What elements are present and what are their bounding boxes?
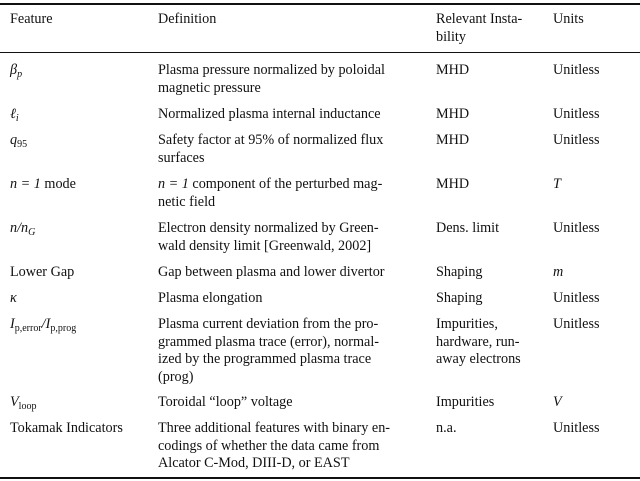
instability-n-ng: Dens. limit: [436, 220, 500, 236]
definition-q95: Safety factor at 95% of normalized flux surfaces: [158, 132, 384, 166]
units-vloop: V: [553, 394, 562, 410]
bottom-rule: [0, 477, 640, 479]
definition-l-i: Normalized plasma internal inductance: [158, 106, 381, 122]
definition-beta-p: Plasma pressure normalized by poloidal magnetic pressure: [158, 62, 385, 96]
feature-lower-gap: Lower Gap: [10, 264, 75, 280]
units-q95: Unitless: [553, 132, 600, 148]
units-lower-gap: m: [553, 264, 564, 280]
units-n1-mode: T: [553, 176, 561, 192]
definition-kappa: Plasma elongation: [158, 290, 263, 306]
instability-ip-error: Impurities, hardware, run- away electrons: [436, 316, 521, 367]
feature-l-i: ℓ$_i$: [10, 106, 19, 124]
feature-beta-p: $\beta_p$: [10, 62, 23, 80]
instability-q95: MHD: [436, 132, 470, 148]
header-definition: Definition: [158, 11, 217, 27]
units-tokamak-indicators: Unitless: [553, 420, 600, 436]
instability-n1-mode: MHD: [436, 176, 470, 192]
definition-lower-gap: Gap between plasma and lower divertor: [158, 264, 385, 280]
instability-vloop: Impurities: [436, 394, 495, 410]
units-kappa: Unitless: [553, 290, 600, 306]
header-rule: [0, 52, 640, 53]
instability-beta-p: MHD: [436, 62, 470, 78]
instability-kappa: Shaping: [436, 290, 483, 306]
feature-kappa: κ: [10, 290, 17, 306]
units-l-i: Unitless: [553, 106, 600, 122]
feature-ip-error: $I_{p,error}/I_{p,prog}$: [10, 316, 77, 334]
units-n-ng: Unitless: [553, 220, 600, 236]
units-beta-p: Unitless: [553, 62, 600, 78]
header-instability-line: Relevant Insta-: [436, 11, 523, 27]
feature-tokamak-indicators: Tokamak Indicators: [10, 420, 123, 436]
definition-ip-error: Plasma current deviation from the pro- grammed plasma trace (error), normal- ized by the programmed plasma trace (prog): [158, 316, 379, 385]
feature-vloop: $V_{loop}$: [10, 394, 37, 412]
header-units: Units: [553, 11, 584, 27]
definition-n-ng: Electron density normalized by Green- wald density limit [Greenwald, 2002]: [158, 220, 379, 254]
units-ip-error: Unitless: [553, 316, 600, 332]
definition-n1-mode: n = 1 component of the perturbed mag- netic field: [158, 176, 383, 210]
header-instability-line: bility: [436, 28, 466, 45]
feature-n1-mode: n = 1 mode: [10, 176, 76, 192]
instability-tokamak-indicators: n.a.: [436, 420, 457, 436]
instability-l-i: MHD: [436, 106, 470, 122]
definition-tokamak-indicators: Three additional features with binary en- codings of whether the data came from Alcator C-Mod, DIII-D, or EAST: [158, 420, 391, 471]
feature-q95: $q_{95}$: [10, 132, 28, 150]
header-instability: [436, 11, 522, 46]
top-rule: [0, 3, 640, 5]
definition-vloop: Toroidal “loop” voltage: [158, 394, 293, 410]
instability-lower-gap: Shaping: [436, 264, 483, 280]
feature-n-ng: $n/n_G$: [10, 220, 36, 238]
header-feature: Feature: [10, 11, 53, 27]
